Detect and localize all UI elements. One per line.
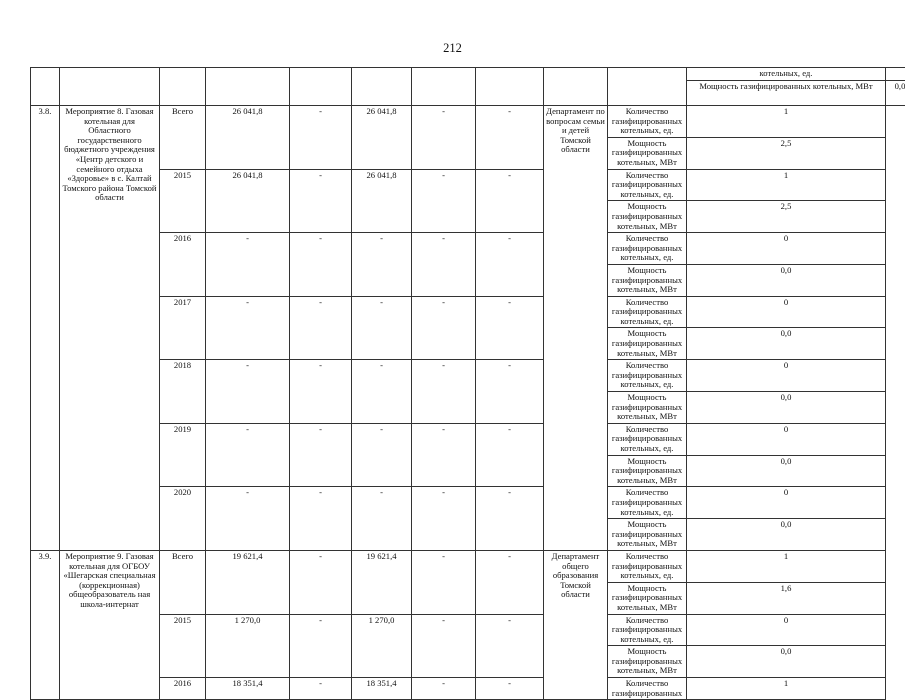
indicator-label: Количество газифицированных котельных, ед. (608, 169, 687, 201)
indicator-value: 0,0 (687, 264, 886, 296)
local-cell: - (412, 360, 476, 424)
indicator-label: котельных, ед. (687, 68, 886, 81)
page-number: 212 (0, 41, 905, 56)
federal-cell: - (290, 360, 352, 424)
other-cell: - (476, 360, 544, 424)
regional-cell: - (352, 487, 412, 551)
indicator-label: Мощность газифицированных котельных, МВт (608, 264, 687, 296)
total-cell: - (206, 296, 290, 360)
indicator-label: Количество газифицированных котельных, ед. (608, 360, 687, 392)
federal-cell: - (290, 423, 352, 487)
table-row (31, 487, 905, 519)
table-row (31, 106, 905, 138)
indicator-label: Количество газифицированных котельных, ед. (608, 487, 687, 519)
indicator-label: Мощность газифицированных котельных, МВт (608, 582, 687, 614)
indicator-value: 1 (687, 678, 886, 700)
table-row (31, 169, 905, 201)
local-cell: - (412, 169, 476, 233)
table-row (31, 360, 905, 392)
indicator-value: 1 (687, 550, 886, 582)
indicator-value: 0 (687, 233, 886, 265)
indicator-value: 2,5 (687, 137, 886, 169)
federal-cell: - (290, 614, 352, 678)
indicator-label: Количество газифицированных котельных, ед. (608, 106, 687, 138)
indicator-label: Мощность газифицированных котельных, МВт (687, 81, 886, 106)
other-cell: - (476, 233, 544, 297)
federal-cell: - (290, 487, 352, 551)
regional-cell: - (352, 423, 412, 487)
total-cell: 26 041,8 (206, 169, 290, 233)
local-cell: - (412, 106, 476, 170)
total-cell: 1 270,0 (206, 614, 290, 678)
regional-cell: - (352, 296, 412, 360)
federal-cell: - (290, 550, 352, 614)
indicator-value: 0,0 (687, 392, 886, 424)
total-cell: - (206, 487, 290, 551)
year-cell: 2020 (160, 487, 206, 551)
local-cell: - (412, 233, 476, 297)
total-cell: - (206, 360, 290, 424)
table-row (31, 614, 905, 646)
local-cell: - (412, 550, 476, 614)
total-cell: - (206, 233, 290, 297)
other-cell: - (476, 106, 544, 170)
year-cell: 2019 (160, 423, 206, 487)
regional-cell: 19 621,4 (352, 550, 412, 614)
indicator-label: Количество газифицированных котельных, ед. (608, 550, 687, 582)
indicator-label: Мощность газифицированных котельных, МВт (608, 519, 687, 551)
table-body (31, 68, 905, 700)
other-cell: - (476, 614, 544, 678)
federal-cell: - (290, 106, 352, 170)
indicator-value: 0 (687, 487, 886, 519)
table-row (31, 550, 905, 582)
table-row (31, 423, 905, 455)
indicator-value: 0,0 (687, 455, 886, 487)
indicator-label: Количество газифицированных (608, 678, 687, 700)
other-cell: - (476, 423, 544, 487)
indicator-value: 1,6 (687, 582, 886, 614)
indicator-label: Мощность газифицированных котельных, МВт (608, 137, 687, 169)
other-cell: - (476, 487, 544, 551)
indicator-label: Мощность газифицированных котельных, МВт (608, 646, 687, 678)
indicator-label: Количество газифицированных котельных, ед. (608, 233, 687, 265)
year-cell: 2016 (160, 233, 206, 297)
other-cell: - (476, 678, 544, 700)
measure-name: Мероприятие 9. Газовая котельная для ОГБОУ «Шегарская специальная (коррекционная) общеобразователь ная школа-интернат (60, 550, 160, 699)
indicator-label: Мощность газифицированных котельных, МВт (608, 392, 687, 424)
local-cell: - (412, 423, 476, 487)
local-cell: - (412, 296, 476, 360)
indicator-value: 0 (687, 360, 886, 392)
indicator-label: Мощность газифицированных котельных, МВт (608, 328, 687, 360)
indicator-value: 2,5 (687, 201, 886, 233)
other-cell: - (476, 169, 544, 233)
total-cell: 26 041,8 (206, 106, 290, 170)
table-row (31, 678, 905, 700)
local-cell: - (412, 487, 476, 551)
year-cell: 2015 (160, 169, 206, 233)
total-cell: - (206, 423, 290, 487)
measure-name: Мероприятие 8. Газовая котельная для Областного государственного бюджетного учреждения «Центр детского и семейного отдыха «Здоровье» в с. Калтай Томского района Томской области (60, 106, 160, 551)
table-row (31, 68, 905, 81)
indicator-value: 0 (687, 423, 886, 455)
year-cell: 2017 (160, 296, 206, 360)
indicator-label: Мощность газифицированных котельных, МВт (608, 201, 687, 233)
other-cell: - (476, 296, 544, 360)
federal-cell: - (290, 233, 352, 297)
indicator-label: Количество газифицированных котельных, ед. (608, 423, 687, 455)
year-cell: 2015 (160, 614, 206, 678)
federal-cell: - (290, 296, 352, 360)
budget-table (30, 67, 905, 700)
table-row (31, 233, 905, 265)
indicator-value: 0,0 (886, 81, 905, 106)
total-cell: 18 351,4 (206, 678, 290, 700)
table-row (31, 296, 905, 328)
regional-cell: 26 041,8 (352, 106, 412, 170)
measure-number: 3.8. (31, 106, 60, 551)
other-cell: - (476, 550, 544, 614)
indicator-value: 0,0 (687, 519, 886, 551)
indicator-value: 1 (687, 169, 886, 201)
year-cell: Всего (160, 106, 206, 170)
indicator-label: Количество газифицированных котельных, ед. (608, 296, 687, 328)
regional-cell: 18 351,4 (352, 678, 412, 700)
indicator-value: 0 (687, 614, 886, 646)
year-cell: 2018 (160, 360, 206, 424)
local-cell: - (412, 678, 476, 700)
total-cell: 19 621,4 (206, 550, 290, 614)
indicator-value: 0,0 (687, 646, 886, 678)
regional-cell: - (352, 360, 412, 424)
indicator-value: 0 (687, 296, 886, 328)
federal-cell: - (290, 678, 352, 700)
indicator-label: Мощность газифицированных котельных, МВт (608, 455, 687, 487)
indicator-value: 1 (687, 106, 886, 138)
measure-number: 3.9. (31, 550, 60, 699)
local-cell: - (412, 614, 476, 678)
indicator-value (886, 68, 905, 81)
regional-cell: - (352, 233, 412, 297)
federal-cell: - (290, 169, 352, 233)
year-cell: Всего (160, 550, 206, 614)
department-cell: Департамент общего образования Томской области (544, 550, 608, 699)
department-cell: Департамент по вопросам семьи и детей Томской области (544, 106, 608, 551)
regional-cell: 1 270,0 (352, 614, 412, 678)
indicator-label: Количество газифицированных котельных, ед. (608, 614, 687, 646)
indicator-value: 0,0 (687, 328, 886, 360)
year-cell: 2016 (160, 678, 206, 700)
regional-cell: 26 041,8 (352, 169, 412, 233)
